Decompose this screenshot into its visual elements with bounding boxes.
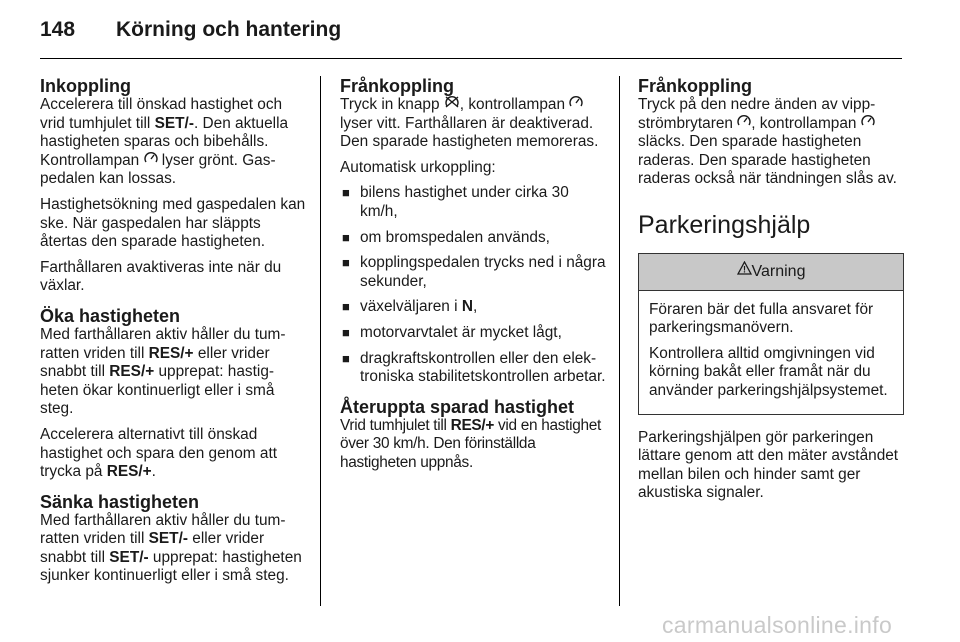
column-3 [638, 76, 904, 510]
warning-header [639, 254, 903, 291]
section-oka-hastigheten [40, 306, 306, 482]
header-rule [40, 58, 902, 59]
page-title: Körning och hantering [116, 18, 342, 41]
section-heading: Frånkoppling [638, 76, 752, 96]
warning-body [639, 291, 903, 414]
paragraph: Tryck in knapp , kontrollampan lyser vitt. Farthållaren är deaktiverad. Den sparade hastigheten memoreras. [340, 96, 599, 151]
section-heading: Öka hastigheten [40, 305, 181, 326]
paragraph: Tryck på den nedre änden av vippströmbrytaren , kontrollampan släcks. Den sparade hastigheten raderas. Den sparade hastigheten raderas också när tändningen slås av. [638, 96, 897, 188]
list-item: ■ växelväljaren i N, [340, 298, 606, 317]
paragraph: Med farthållaren aktiv håller du tumratten vriden till RES/+ eller vrider snabbt till RES/+ upprepat: hastigheten ökar kontinuerligt eller i små steg. [40, 325, 286, 418]
column-divider [320, 76, 321, 606]
paragraph: Accelerera till önskad hastighet och vrid tumhjulet till SET/-. Den aktuella hastigheten sparas och bibehålls. Kontrollampan lyser grönt. Gaspedalen kan lossas. [40, 96, 289, 188]
list-item: ■ kopplingspedalen trycks ned i några sekunder, [340, 254, 606, 291]
paragraph: Föraren bär det fulla ansvaret för parkeringsmanövern. [649, 300, 874, 337]
cruise-control-icon [861, 114, 875, 133]
section-heading: Återuppta sparad hastighet [340, 396, 575, 417]
column-1 [40, 76, 306, 596]
warning-icon [737, 261, 752, 281]
watermark: carmanualsonline.info [662, 612, 893, 638]
section-sanka-hastigheten [40, 492, 306, 586]
paragraph: Automatisk urkoppling: [340, 158, 496, 176]
section-ateruppta [340, 397, 606, 473]
page-header [40, 18, 341, 48]
cruise-control-icon [569, 95, 583, 114]
chapter-heading: Parkeringshjälp [638, 210, 811, 239]
section-frankoppling [340, 76, 606, 387]
paragraph: Parkeringshjälpen gör parkeringen lättare genom att den mäter avståndet mellan bilen och hinder samt ger akustiska signaler. [638, 428, 899, 502]
paragraph: Vrid tumhjulet till RES/+ vid en hastighet över 30 km/h. Den förinställda hastigheten uppnås. [340, 416, 602, 471]
section-inkoppling [40, 76, 306, 296]
warning-box [638, 253, 904, 415]
list-item: ■ bilens hastighet under cirka 30 km/h, [340, 184, 606, 221]
paragraph: Farthållaren avaktiveras inte när du växlar. [40, 258, 282, 295]
section-heading: Sänka hastigheten [40, 491, 200, 512]
cruise-cancel-icon [444, 95, 460, 114]
section-parkeringshjalp [638, 211, 904, 503]
paragraph: Kontrollera alltid omgivningen vid körning bakåt eller framåt när du använder parkeringshjälpsystemet. [649, 344, 888, 399]
section-heading: Frånkoppling [340, 76, 454, 96]
warning-title: Varning [751, 262, 806, 280]
cruise-control-icon [144, 151, 158, 170]
paragraph: Hastighetsökning med gaspedalen kan ske. När gaspedalen har släppts återtas den sparade hastigheten. [40, 195, 306, 251]
list-item: ■ motorvarvtalet är mycket lågt, [340, 324, 606, 343]
section-heading: Inkoppling [40, 76, 131, 96]
column-divider [619, 76, 620, 606]
paragraph: Med farthållaren aktiv håller du tumratten vriden till SET/- eller vrider snabbt till SET/- upprepat: hastigheten sjunker kontinuerligt eller i små steg. [40, 511, 302, 585]
section-frankoppling-2 [638, 76, 904, 189]
bullet-list [340, 184, 606, 386]
list-item: ■ om bromspedalen används, [340, 229, 606, 248]
cruise-control-icon [737, 114, 751, 133]
page-number: 148 [40, 18, 76, 41]
column-2 [340, 76, 606, 483]
paragraph: Accelerera alternativt till önskad hastighet och spara den genom att trycka på RES/+. [40, 425, 278, 481]
list-item: ■ dragkraftskontrollen eller den elektroniska stabilitetskontrollen arbetar. [340, 350, 606, 387]
svg-text:!: ! [742, 264, 746, 275]
